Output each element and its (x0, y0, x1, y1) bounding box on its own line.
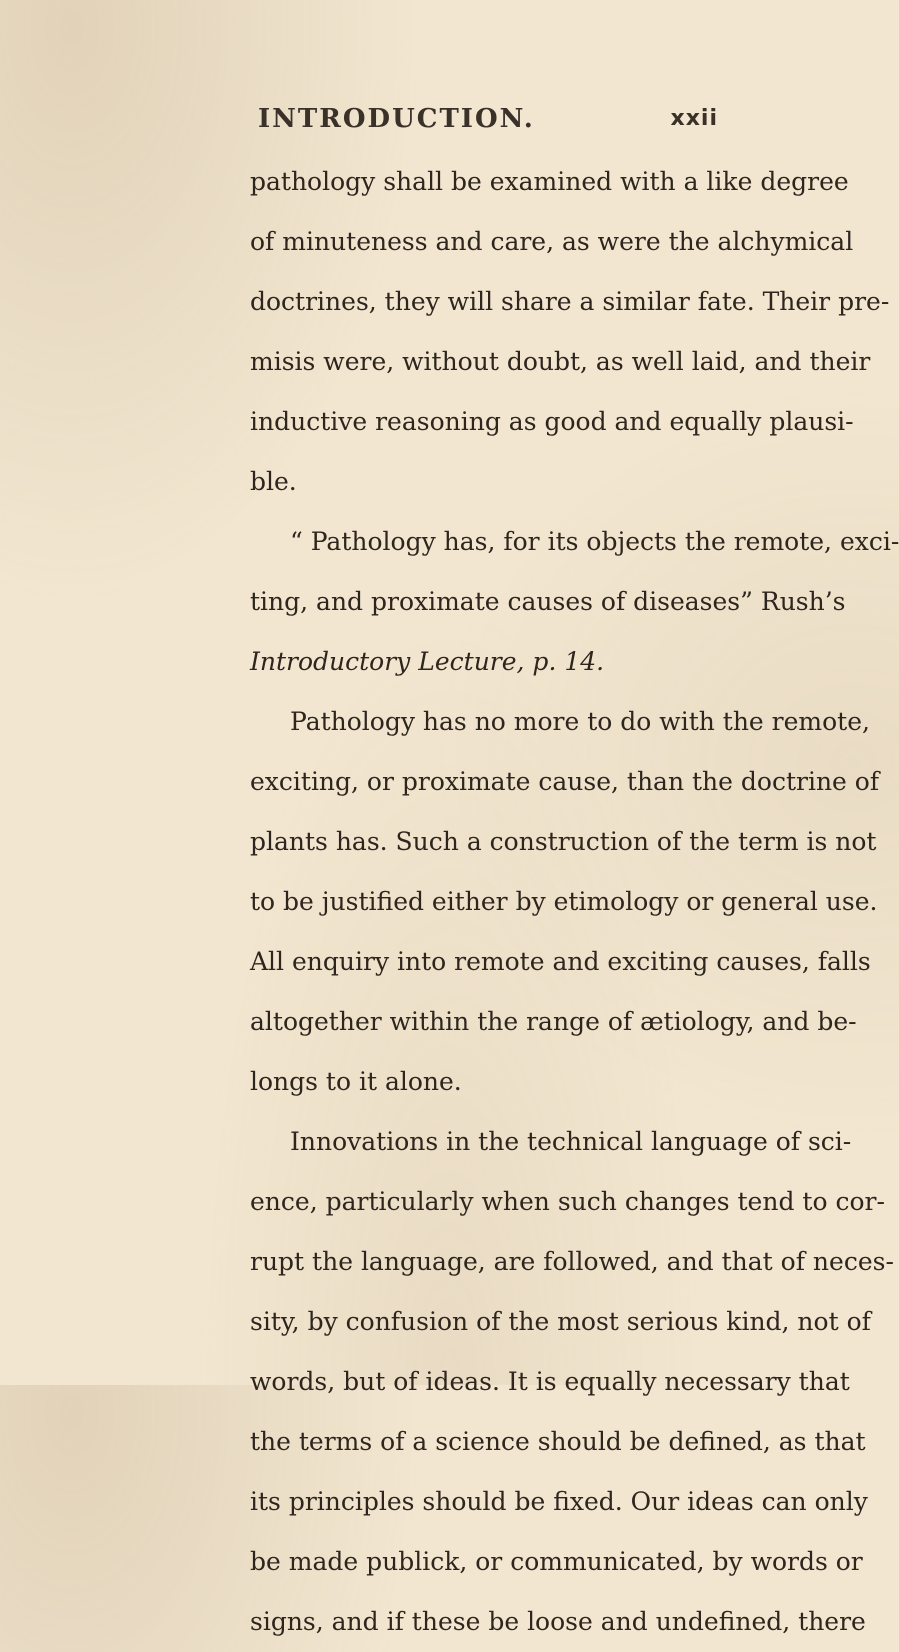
text-line: rupt the language, are followed, and that of neces- (250, 1247, 894, 1276)
text-line: be made publick, or communicated, by words or (250, 1547, 863, 1576)
citation-line: Introductory Lecture, p. 14. (250, 647, 605, 676)
quote-line: “ Pathology has, for its objects the remote, exci- (290, 527, 899, 556)
text-line: Pathology has no more to do with the remote, (290, 707, 870, 736)
text-line: pathology shall be examined with a like degree (250, 167, 849, 196)
text-line: misis were, without doubt, as well laid, and their (250, 347, 871, 376)
text-line: plants has. Such a construction of the term is not (250, 827, 877, 856)
running-head (258, 104, 718, 138)
text-line: Innovations in the technical language of sci- (290, 1127, 852, 1156)
text-line: longs to it alone. (250, 1067, 462, 1096)
text-line: exciting, or proximate cause, than the doctrine of (250, 767, 880, 796)
text-line: the terms of a science should be defined, as that (250, 1427, 866, 1456)
text-line: to be justified either by etimology or general use. (250, 887, 878, 916)
text-line: inductive reasoning as good and equally plausi- (250, 407, 854, 436)
text-line: words, but of ideas. It is equally necessary that (250, 1367, 850, 1396)
quote-line: ting, and proximate causes of diseases” Rush’s (250, 587, 846, 616)
body-text (250, 152, 899, 1652)
text-line: altogether within the range of ætiology, and be- (250, 1007, 857, 1036)
text-line: sity, by confusion of the most serious kind, not of (250, 1307, 871, 1336)
text-line: ble. (250, 467, 297, 496)
text-line: doctrines, they will share a similar fate. Their pre- (250, 287, 890, 316)
page-number: xxii (670, 106, 718, 131)
text-line: All enquiry into remote and exciting causes, falls (250, 947, 871, 976)
running-title: INTRODUCTION. (258, 104, 535, 134)
text-line: signs, and if these be loose and undefined, there (250, 1607, 866, 1636)
text-line: of minuteness and care, as were the alchymical (250, 227, 854, 256)
text-line: ence, particularly when such changes tend to cor- (250, 1187, 885, 1216)
text-line: its principles should be fixed. Our ideas can only (250, 1487, 868, 1516)
